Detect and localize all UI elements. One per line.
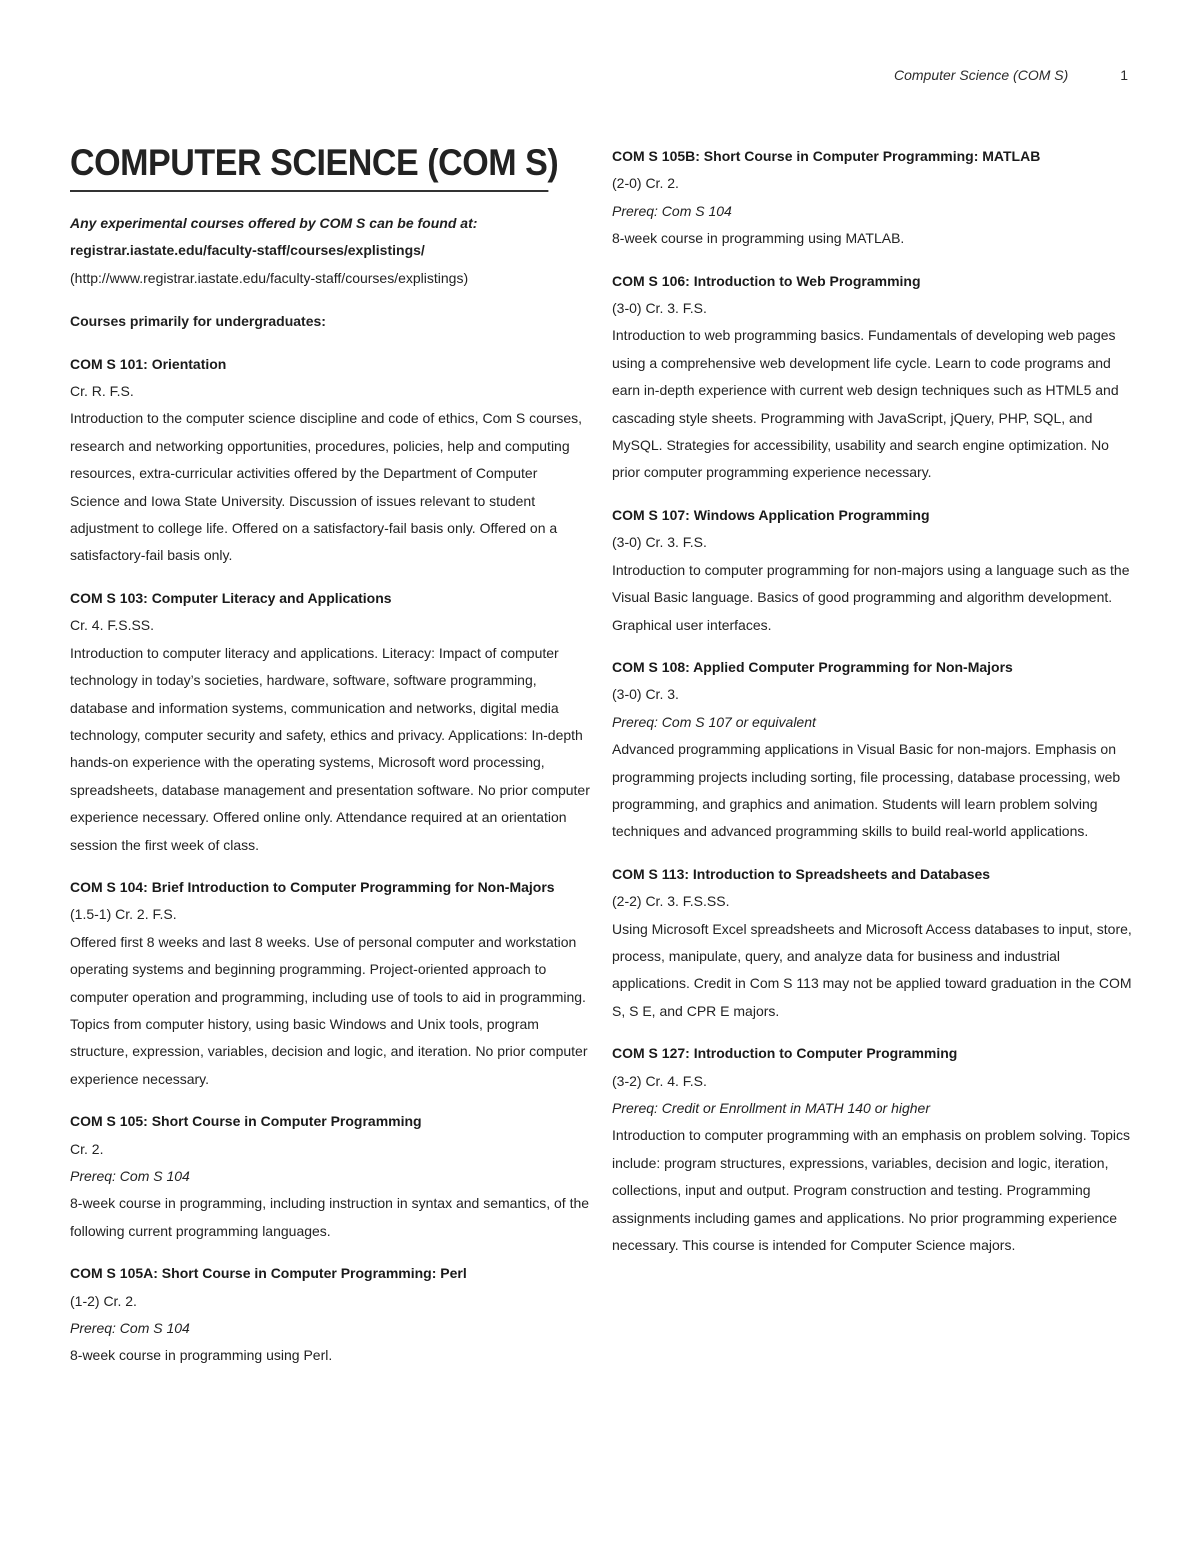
course-entry xyxy=(70,585,590,859)
course-entry xyxy=(70,351,590,570)
course-title: COM S 106: Introduction to Web Programming xyxy=(612,272,921,289)
course-prereq: Prereq: Com S 104 xyxy=(612,202,732,219)
course-credits: Cr. 2. xyxy=(70,1140,104,1157)
course-credits: (3-0) Cr. 3. F.S. xyxy=(612,534,707,551)
course-credits: (3-2) Cr. 4. F.S. xyxy=(612,1072,707,1089)
course-entry xyxy=(612,502,1132,639)
course-entry xyxy=(612,143,1132,253)
course-title: COM S 107: Windows Application Programming xyxy=(612,506,930,523)
course-entry xyxy=(70,1260,590,1370)
course-entry xyxy=(612,1040,1132,1259)
course-credits: (3-0) Cr. 3. xyxy=(612,686,679,703)
course-credits: (3-0) Cr. 3. F.S. xyxy=(612,300,707,317)
course-list-right xyxy=(612,143,1132,1259)
course-desc: Introduction to web programming basics. Fundamentals of developing web pages using a comprehensive web development life cycle. Learn to code programs and earn in-depth experience with current web design techniques such as HTML5 and cascading style sheets. Programming with JavaScript, jQuery, PHP, SQL, and MySQL. Strategies for accessibility, usability and search engine optimization. No prior computer programming experience necessary. xyxy=(612,327,1119,481)
course-desc: 8-week course in programming using MATLAB. xyxy=(612,230,905,247)
course-desc: Using Microsoft Excel spreadsheets and Microsoft Access databases to input, store, process, manipulate, query, and analyze data for business and industrial applications. Credit in Com S 113 may not be applied toward graduation in the COM S, S E, and CPR E majors. xyxy=(612,920,1132,1019)
course-title: COM S 103: Computer Literacy and Applications xyxy=(70,589,392,606)
course-entry xyxy=(612,268,1132,487)
course-entry xyxy=(612,861,1132,1025)
right-column xyxy=(612,143,1132,1259)
course-prereq: Prereq: Com S 107 or equivalent xyxy=(612,713,816,730)
course-desc: 8-week course in programming, including instruction in syntax and semantics, of the following current programming languages. xyxy=(70,1195,590,1239)
course-desc: Introduction to computer programming for non-majors using a language such as the Visual Basic language. Basics of good programming and algorithm development. Graphical user interfaces. xyxy=(612,561,1130,633)
course-title: COM S 108: Applied Computer Programming for Non-Majors xyxy=(612,658,1013,675)
course-title: COM S 113: Introduction to Spreadsheets and Databases xyxy=(612,865,991,882)
course-entry xyxy=(612,654,1132,846)
intro-lead: Any experimental courses offered by COM S can be found at: xyxy=(70,215,478,231)
course-credits: (2-2) Cr. 3. F.S.SS. xyxy=(612,893,730,910)
page-title: COMPUTER SCIENCE (COM S) xyxy=(70,142,548,192)
course-title: COM S 105A: Short Course in Computer Programming: Perl xyxy=(70,1265,467,1282)
course-title: COM S 127: Introduction to Computer Programming xyxy=(612,1045,958,1062)
course-credits: Cr. 4. F.S.SS. xyxy=(70,617,155,634)
explistings-link[interactable]: registrar.iastate.edu/faculty-staff/courses/explistings/ xyxy=(70,242,425,259)
course-entry xyxy=(70,1108,590,1245)
explistings-full-url[interactable]: (http://www.registrar.iastate.edu/faculty-staff/courses/explistings) xyxy=(70,269,469,286)
course-title: COM S 104: Brief Introduction to Computer Programming for Non-Majors xyxy=(70,878,555,895)
course-desc: Offered first 8 weeks and last 8 weeks. Use of personal computer and workstation operating systems and beginning programming. Project-oriented approach to computer operation and programming, including use of tools to aid in programming. Topics from computer history, using basic Windows and Unix tools, program structure, expression, variables, decision and logic, and iteration. No prior computer experience necessary. xyxy=(70,933,588,1087)
course-credits: Cr. R. F.S. xyxy=(70,383,134,400)
left-column xyxy=(70,142,590,1370)
page-number: 1 xyxy=(1120,67,1128,83)
course-desc: Introduction to computer literacy and applications. Literacy: Impact of computer technology in today’s societies, hardware, software, software programming, database and information systems, communication and networks, digital media technology, computer security and safety, ethics and privacy. Applications: In-depth hands-on experience with the operating systems, Microsoft word processing, spreadsheets, database management and presentation software. No prior computer experience necessary. Offered online only. Attendance required at an orientation session the first week of class. xyxy=(70,644,590,853)
course-credits: (1-2) Cr. 2. xyxy=(70,1292,137,1309)
course-list-left xyxy=(70,351,590,1370)
course-credits: (1.5-1) Cr. 2. F.S. xyxy=(70,906,177,923)
course-desc: Introduction to computer programming with an emphasis on problem solving. Topics include: program structures, expressions, variables, decision and logic, iteration, collections, input and output. Program construction and testing. Programming assignments including games and applications. No prior programming experience necessary. This course is intended for Computer Science majors. xyxy=(612,1127,1130,1254)
course-desc: Advanced programming applications in Visual Basic for non-majors. Emphasis on programming projects including sorting, file processing, database processing, web programming, and graphics and animation. Students will learn problem solving techniques and advanced programming skills to build real-world applications. xyxy=(612,741,1121,840)
section-label: Courses primarily for undergraduates: xyxy=(70,313,326,330)
course-desc: Introduction to the computer science discipline and code of ethics, Com S courses, research and networking opportunities, procedures, policies, help and computing resources, extra-curricular activities offered by the Department of Computer Science and Iowa State University. Discussion of issues relevant to student adjustment to college life. Offered on a satisfactory-fail basis only. Offered on a satisfactory-fail basis only. xyxy=(70,410,583,564)
course-credits: (2-0) Cr. 2. xyxy=(612,175,679,192)
course-entry xyxy=(70,874,590,1093)
course-prereq: Prereq: Credit or Enrollment in MATH 140 or higher xyxy=(612,1100,930,1116)
course-desc: 8-week course in programming using Perl. xyxy=(70,1347,333,1364)
intro-paragraph xyxy=(70,210,590,292)
course-title: COM S 101: Orientation xyxy=(70,355,227,372)
course-title: COM S 105B: Short Course in Computer Programming: MATLAB xyxy=(612,148,1041,164)
course-title: COM S 105: Short Course in Computer Programming xyxy=(70,1113,422,1130)
running-header-title: Computer Science (COM S) xyxy=(894,67,1069,83)
course-prereq: Prereq: Com S 104 xyxy=(70,1168,190,1184)
course-prereq: Prereq: Com S 104 xyxy=(70,1320,190,1337)
